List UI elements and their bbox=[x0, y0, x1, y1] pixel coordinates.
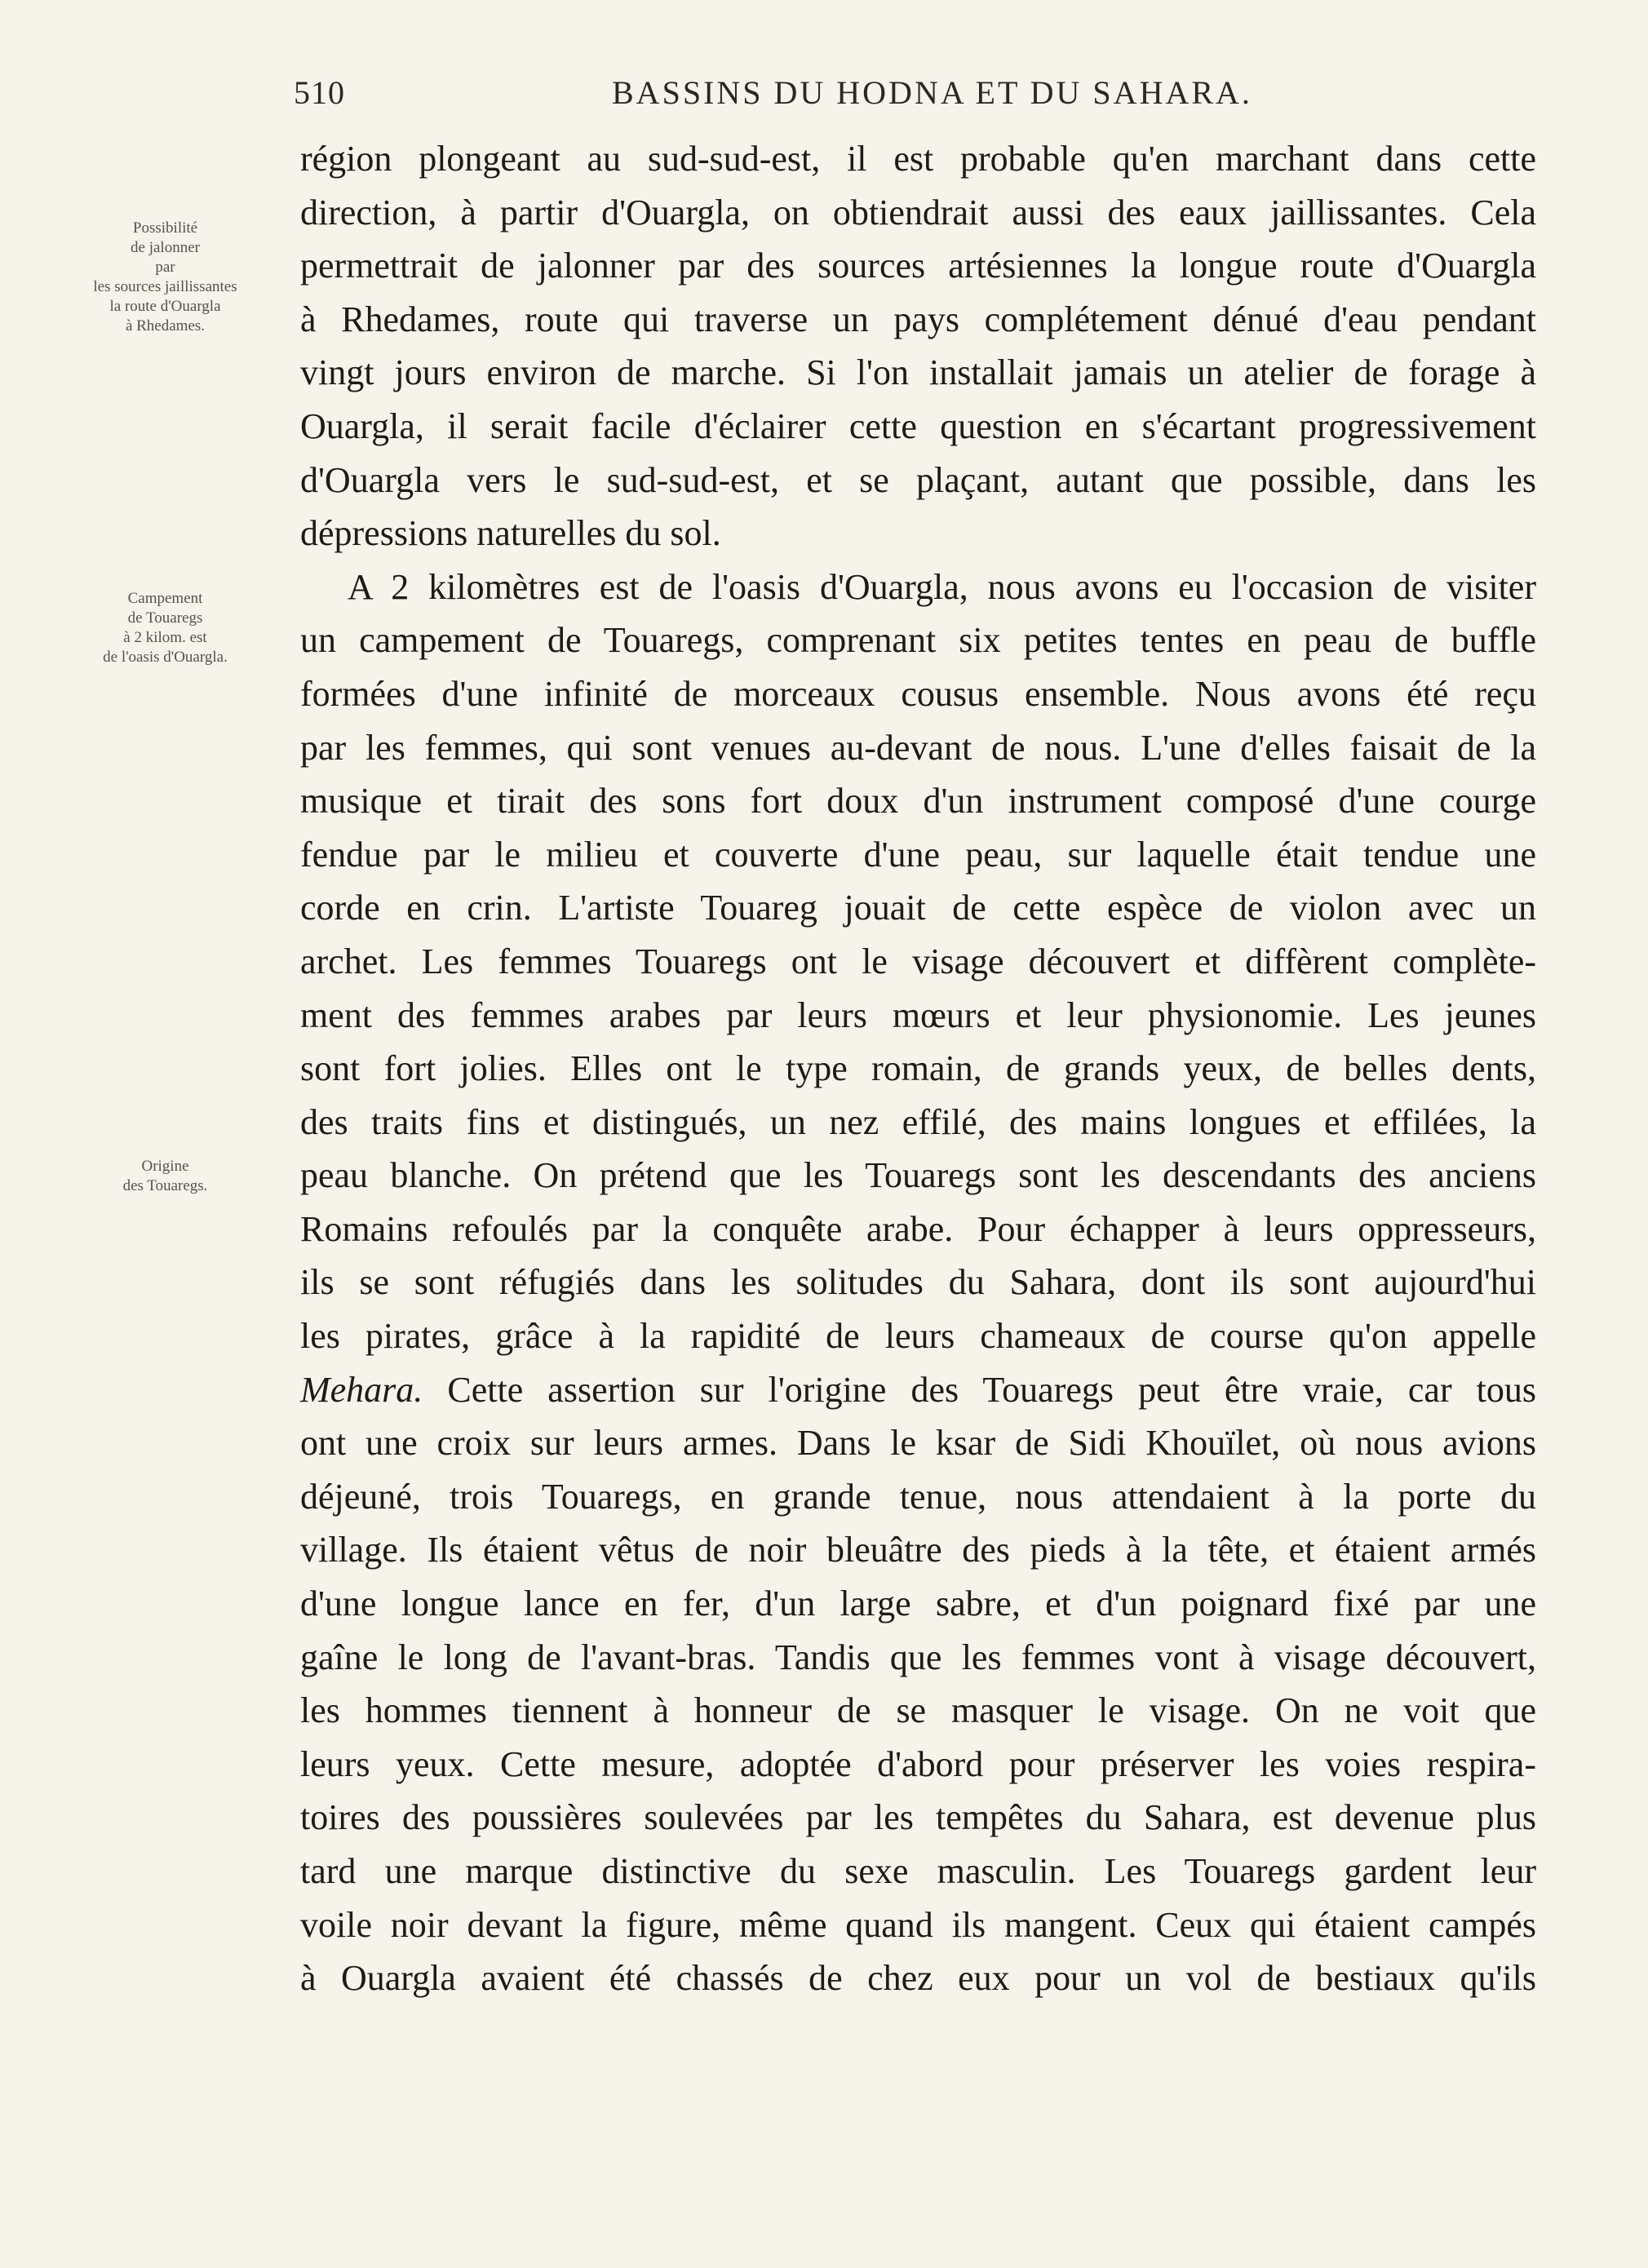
body-line: Ouargla, il serait facile d'éclairer cette question en s'écartant progressivement bbox=[300, 405, 1536, 446]
margin-note-line: Origine bbox=[141, 1158, 189, 1175]
body-line: un campement de Touaregs, comprenant six petites tentes en peau de buffle bbox=[300, 620, 1536, 661]
margin-note-line: à Rhedames. bbox=[125, 317, 206, 334]
body-line: dépressions naturelles du sol. bbox=[300, 513, 721, 554]
body-line: corde en crin. L'artiste Touareg jouait de cette espèce de violon avec un bbox=[300, 888, 1536, 928]
margin-note-campement bbox=[49, 589, 281, 667]
body-line bbox=[300, 1363, 1536, 1417]
body-line: à Rhedames, route qui traverse un pays complétement dénué d'eau pendant bbox=[300, 299, 1536, 339]
body-line: sont fort jolies. Elles ont le type romain, de grands yeux, de belles dents, bbox=[300, 1048, 1536, 1089]
body-line: ment des femmes arabes par leurs mœurs et leur physionomie. Les jeunes bbox=[300, 994, 1536, 1035]
margin-note-line: de Touaregs bbox=[127, 609, 203, 627]
body-line: peau blanche. On prétend que les Touaregs sont les descendants des anciens bbox=[300, 1155, 1536, 1196]
italic-term: Mehara. bbox=[300, 1369, 423, 1410]
body-line: permettrait de jalonner par des sources artésiennes la longue route d'Ouargla bbox=[300, 246, 1536, 286]
body-line: par les femmes, qui sont venues au-devant de nous. L'une d'elles faisait de la bbox=[300, 727, 1536, 768]
body-line: A 2 kilomètres est de l'oasis d'Ouargla, nous avons eu l'occasion de visiter bbox=[348, 566, 1536, 607]
margin-note-origine bbox=[49, 1157, 281, 1196]
margin-note-line: par bbox=[155, 259, 175, 276]
body-line: leurs yeux. Cette mesure, adoptée d'abord pour préserver les voies respira- bbox=[300, 1743, 1536, 1784]
body-line: archet. Les femmes Touaregs ont le visage découvert et diffèrent complète- bbox=[300, 941, 1536, 981]
body-line: déjeuné, trois Touaregs, en grande tenue, nous attendaient à la porte du bbox=[300, 1476, 1536, 1517]
margin-note-line: Campement bbox=[127, 590, 203, 607]
margin-note-line: des Touaregs. bbox=[122, 1177, 208, 1194]
page-header bbox=[294, 73, 1273, 122]
body-line: les hommes tiennent à honneur de se masquer le visage. On ne voit que bbox=[300, 1690, 1536, 1731]
body-line: fendue par le milieu et couverte d'une peau, sur laquelle était tendue une bbox=[300, 834, 1536, 875]
body-line: région plongeant au sud-sud-est, il est probable qu'en marchant dans cette bbox=[300, 139, 1536, 179]
running-title: BASSINS DU HODNA ET DU SAHARA. bbox=[612, 74, 1252, 111]
margin-note-line: de jalonner bbox=[131, 239, 200, 256]
body-line: les pirates, grâce à la rapidité de leurs chameaux de course qu'on appelle bbox=[300, 1316, 1536, 1357]
body-line-rest: Cette assertion sur l'origine des Touaregs peut être vraie, car tous bbox=[423, 1369, 1536, 1410]
body-line: d'une longue lance en fer, d'un large sabre, et d'un poignard fixé par une bbox=[300, 1584, 1536, 1624]
body-line: voile noir devant la figure, même quand ils mangent. Ceux qui étaient campés bbox=[300, 1904, 1536, 1945]
margin-note-line: à 2 kilom. est bbox=[123, 629, 207, 646]
body-line: vingt jours environ de marche. Si l'on installait jamais un atelier de forage à bbox=[300, 352, 1536, 393]
page-number: 510 bbox=[294, 74, 345, 111]
body-line: gaîne le long de l'avant-bras. Tandis que les femmes vont à visage découvert, bbox=[300, 1637, 1536, 1677]
margin-note-line: les sources jaillissantes bbox=[93, 278, 237, 295]
body-line: ont une croix sur leurs armes. Dans le ksar de Sidi Khouïlet, où nous avions bbox=[300, 1423, 1536, 1464]
body-line: musique et tirait des sons fort doux d'un instrument composé d'une courge bbox=[300, 781, 1536, 822]
body-text bbox=[300, 132, 1536, 2005]
body-line: tard une marque distinctive du sexe masculin. Les Touaregs gardent leur bbox=[300, 1851, 1536, 1891]
body-line: toires des poussières soulevées par les tempêtes du Sahara, est devenue plus bbox=[300, 1797, 1536, 1838]
body-line: formées d'une infinité de morceaux cousus ensemble. Nous avons été reçu bbox=[300, 673, 1536, 714]
body-line: ils se sont réfugiés dans les solitudes du Sahara, dont ils sont aujourd'hui bbox=[300, 1262, 1536, 1303]
body-line: des traits fins et distingués, un nez effilé, des mains longues et effilées, la bbox=[300, 1101, 1536, 1142]
margin-note-jalonner bbox=[49, 219, 281, 336]
body-line: d'Ouargla vers le sud-sud-est, et se plaçant, autant que possible, dans les bbox=[300, 459, 1536, 500]
margin-note-line: Possibilité bbox=[132, 219, 198, 237]
body-line: village. Ils étaient vêtus de noir bleuâtre des pieds à la tête, et étaient armés bbox=[300, 1530, 1536, 1570]
body-line: Romains refoulés par la conquête arabe. Pour échapper à leurs oppresseurs, bbox=[300, 1208, 1536, 1249]
margin-note-line: la route d'Ouargla bbox=[109, 298, 221, 315]
body-line: à Ouargla avaient été chassés de chez eux pour un vol de bestiaux qu'ils bbox=[300, 1958, 1536, 1999]
margin-note-line: de l'oasis d'Ouargla. bbox=[103, 649, 228, 666]
body-line: direction, à partir d'Ouargla, on obtiendrait aussi des eaux jaillissantes. Cela bbox=[300, 192, 1536, 233]
